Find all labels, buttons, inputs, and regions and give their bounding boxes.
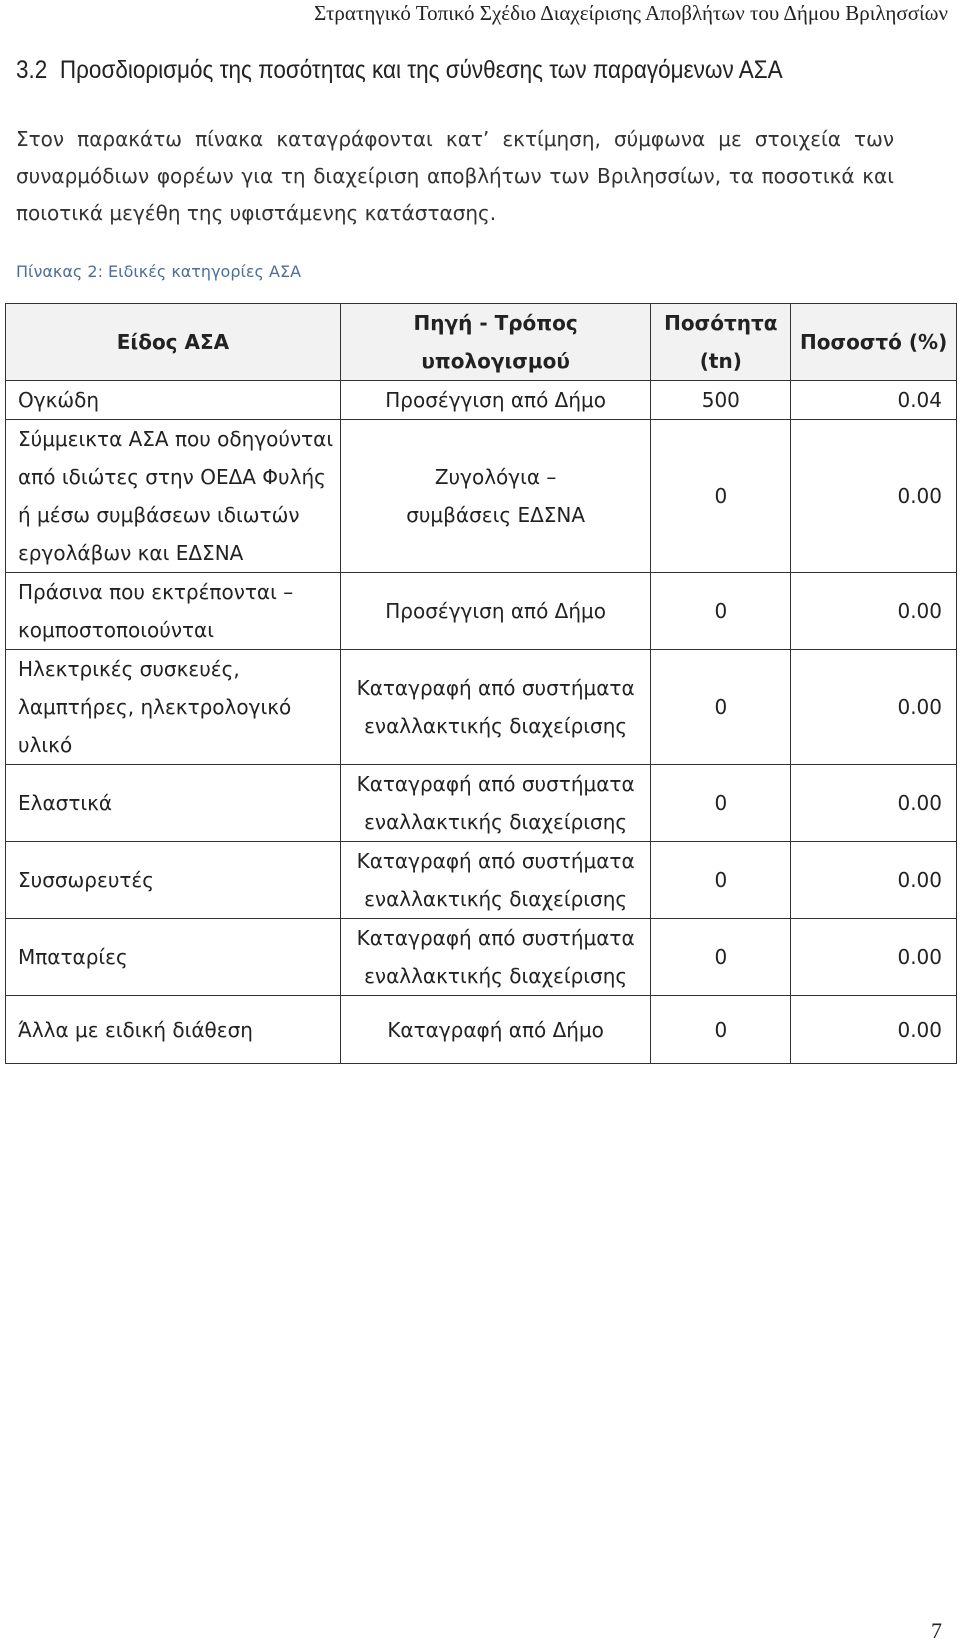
table-row — [6, 765, 957, 842]
table-header-row — [6, 304, 957, 381]
cell-source: Προσέγγιση από Δήμο — [340, 573, 650, 650]
cell-source: Καταγραφή από συστήματα εναλλακτικής διαχείρισης — [340, 842, 650, 919]
cell-type: Σύμμεικτα ΑΣΑ που οδηγούνται από ιδιώτες στην ΟΕΔΑ Φυλής ή μέσω συμβάσεων ιδιωτών εργολάβων και ΕΔΣΝΑ — [6, 420, 341, 573]
cell-source-text: Ζυγολόγια – συμβάσεις ΕΔΣΝΑ — [406, 465, 586, 527]
cell-type — [6, 573, 341, 650]
cell-percent: 0.00 — [791, 573, 957, 650]
cell-percent: 0.00 — [791, 919, 957, 996]
table-row — [6, 919, 957, 996]
page-number: 7 — [931, 1618, 942, 1643]
intro-paragraph: Στον παρακάτω πίνακα καταγράφονται κατ’ εκτίμηση, σύμφωνα με στοιχεία των συναρμόδιων φορέων για τη διαχείριση αποβλήτων των Βριλησσίων, τα ποσοτικά και ποιοτικά μεγέθη της υφιστάμενης κατάστασης. — [16, 127, 894, 225]
cell-type-text: Πράσινα που εκτρέπονται – κομποστοποιούνται — [18, 580, 294, 642]
table-row — [6, 381, 957, 420]
cell-percent: 0.00 — [791, 842, 957, 919]
cell-source: Προσέγγιση από Δήμο — [340, 381, 650, 420]
cell-type: Ογκώδη — [6, 381, 341, 420]
cell-source: Καταγραφή από Δήμο — [340, 996, 650, 1064]
cell-type: Μπαταρίες — [6, 919, 341, 996]
table-row — [6, 996, 957, 1064]
special-waste-table — [5, 303, 957, 1064]
section-heading — [16, 56, 783, 85]
column-header-quantity: Ποσότητα (tn) — [651, 304, 791, 381]
cell-quantity: 0 — [651, 420, 791, 573]
section-title: Προσδιορισμός της ποσότητας και της σύνθεσης των παραγόμενων ΑΣΑ — [59, 56, 783, 84]
cell-source — [340, 420, 650, 573]
cell-source: Καταγραφή από συστήματα εναλλακτικής διαχείρισης — [340, 765, 650, 842]
cell-percent: 0.00 — [791, 765, 957, 842]
cell-type: Ελαστικά — [6, 765, 341, 842]
column-header-percent: Ποσοστό (%) — [791, 304, 957, 381]
cell-quantity: 500 — [651, 381, 791, 420]
cell-quantity: 0 — [651, 842, 791, 919]
cell-type: Συσσωρευτές — [6, 842, 341, 919]
section-number: 3.2 — [16, 56, 48, 84]
cell-quantity: 0 — [651, 996, 791, 1064]
table-row — [6, 420, 957, 573]
cell-type: Ηλεκτρικές συσκευές, λαμπτήρες, ηλεκτρολογικό υλικό — [6, 650, 341, 765]
table-caption: Πίνακας 2: Ειδικές κατηγορίες ΑΣΑ — [16, 262, 302, 281]
table-row — [6, 650, 957, 765]
running-header: Στρατηγικό Τοπικό Σχέδιο Διαχείρισης Αποβλήτων του Δήμου Βριλησσίων — [314, 1, 948, 25]
cell-percent: 0.00 — [791, 996, 957, 1064]
table-row — [6, 573, 957, 650]
cell-quantity: 0 — [651, 765, 791, 842]
cell-percent: 0.00 — [791, 650, 957, 765]
column-header-type: Είδος ΑΣΑ — [6, 304, 341, 381]
cell-source: Καταγραφή από συστήματα εναλλακτικής διαχείρισης — [340, 919, 650, 996]
column-header-source: Πηγή - Τρόπος υπολογισμού — [340, 304, 650, 381]
cell-source: Καταγραφή από συστήματα εναλλακτικής διαχείρισης — [340, 650, 650, 765]
cell-percent: 0.04 — [791, 381, 957, 420]
cell-type: Άλλα με ειδική διάθεση — [6, 996, 341, 1064]
cell-percent: 0.00 — [791, 420, 957, 573]
cell-quantity: 0 — [651, 650, 791, 765]
cell-quantity: 0 — [651, 919, 791, 996]
table-row — [6, 842, 957, 919]
cell-quantity: 0 — [651, 573, 791, 650]
